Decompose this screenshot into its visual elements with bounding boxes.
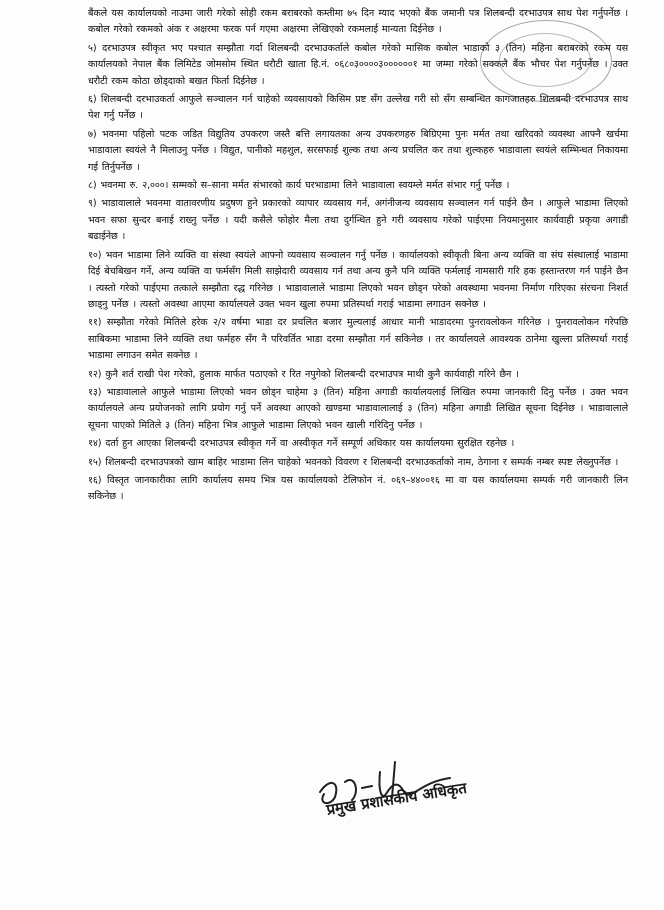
- paragraph-15-envelope: १५) शिलबन्दी दरभाउपत्रको खाम बाहिर भाडामा लिन चाहेको भवनको विवरण र शिलबन्दी दरभाउकर्ताको नाम, ठेगाना र सम्पर्क नम्बर स्पष्ट लेख्नुपर्नेछ ।: [88, 456, 619, 468]
- paragraph-6-business-type: ६) शिलबन्दी दरभाउकर्ता आफुले सञ्चालन गर्न चाहेको व्यवसायको किसिम प्रष्ट सँग उल्लेख गरी सो सँग सम्बन्धित कागजातहरु शिलबन्दी दरभाउपत्र साथ पेश गर्नु पर्नेछ ।: [88, 94, 628, 122]
- paragraph-12-conditions: १२) कुनै शर्त राखी पेश गरेको, हुलाक मार्फत पठाएको र रित नपुगेको शिलबन्दी दरभाउपत्र माथी कुनै कार्यवाही गरिने छैन ।: [88, 368, 519, 380]
- notice-body: [88, 6, 628, 508]
- paragraph-14-authority: १४) दर्ता हुन आएका शिलबन्दी दरभाउपत्र स्वीकृत गर्ने वा अस्वीकृत गर्ने सम्पूर्ण अधिकार यस कार्यालयमा सुरक्षित रहनेछ ।: [88, 438, 515, 450]
- paragraph-9-pollution: ९) भाडावालाले भवनमा वातावरणीय प्रदुषण हुने प्रकारको व्यापार व्यवसाय गर्न, अगंनीजन्य व्यवसाय सञ्चालन गर्न पाईने छैन । आफुले भाडामा लिएको भवन सफा सुन्दर बनाई राख्नु पर्नेछ । यदी कसैले फोहोर मैला तथा दुर्गन्धित हुने गरी व्यवसाय गरेको पाईएमा नियमानुसार कार्यवाही प्रकृया अगाडी बढाईनेछ ।: [88, 198, 628, 243]
- paragraph-8-minor-repairs: ८) भवनमा रु. २,०००। सम्मको स–साना मर्मत संभारको कार्य घरभाडामा लिने भाडावाला स्वयम्ले मर्मत संभार गर्नु पर्नेछ ।: [88, 180, 510, 192]
- paragraph-10-subletting: १०) भवन भाडामा लिने व्यक्ति वा संस्था स्वयंले आफ्नो व्यवसाय सञ्चालन गर्नु पर्नेछ । कार्यालयको स्वीकृती बिना अन्य व्यक्ति वा संघ संस्थालाई भाडामा दिई बेचबिखन गर्ने, अन्य व्यक्ति वा फर्मसँग मिली साझेदारी व्यवसाय गर्न तथा अन्य कुनै पनि व्यक्ति फर्मलाई नामसारी गरि हक हस्तान्तरण गर्न पाईने छैन । त्यस्तो गरेको पाईएमा तत्काले सम्झौता रद्ध गरिनेछ । भाडावालाले भाडामा लिएको भवन छोड्न परेको अवस्थामा भवनमा निर्माण गरिएका संरचना निशर्त छाड्नु पर्नेछ । त्यस्तो अवस्था आएमा कार्यालयले उक्त भवन खुला रुपमा प्रतिस्पर्धा गराई भाडामा लगाउन सक्नेछ ।: [88, 249, 628, 310]
- paragraph-5-deposit: ५) दरभाउपत्र स्वीकृत भए पश्चात सम्झौता गर्दा शिलबन्दी दरभाउकर्ताले कबोल गरेको मासिक कबोल भाडाको ३ (तिन) महिना बराबरको रकम यस कार्यालयको नेपाल बैंक लिमिटेड जोमसोम स्थित धरौटी खाता हि.नं. ०६८०३००००३००००००१ मा जम्मा गरेको सक्कलै बैंक भौचर पेश गर्नुपर्नेछ । उक्त धरौटी रकम कोठा छोड्दाको बखत फिर्ता दिईनेछ ।: [88, 42, 628, 87]
- paragraph-7-electrical-equipment: ७) भवनमा पहिलो पटक जडित विद्युतिय उपकरण जस्तै बत्ति लगायतका अन्य उपकरणहरु बिग्रिएमा पुनः मर्मत तथा खरिदको व्यवस्था आफ्नै खर्चमा भाडावाला स्वयंले नै मिलाउनु पर्नेछ । विद्युत, पानीको महशुल, सरसफाई शुल्क तथा अन्य प्रचलित कर तथा शुल्कहरु भाडावाला स्वयंले सम्भिन्धत निकायमा गई तिर्नुपर्नेछ ।: [88, 128, 628, 173]
- paragraph-16-contact: १६) विस्तृत जानकारीका लागि कार्यालय समय भित्र यस कार्यालयको टेलिफोन नं. ०६९–४४००१६ मा वा यस कार्यालयमा सम्पर्क गरी जानकारी लिन सकिनेछ ।: [88, 474, 628, 503]
- signatory-designation: प्रमुख प्रशासकीय अधिकृत: [325, 778, 468, 819]
- paragraph-13-notice-period: १३) भाडावालाले आफुले भाडामा लिएको भवन छोड्न चाहेमा ३ (तिन) महिना अगाडी कार्यालयलाई लिखित रुपमा जानकारी दिनु पर्नेछ । उक्त भवन कार्यालयले अन्य प्रयोजनको लागि प्रयोग गर्नु पर्ने अवस्था आएको खण्डमा भाडावालालाई ३ (तिन) महिना अगाडी लिखित सूचना दिईनेछ । भाडावालाले सूचना पाएको मितिले ३ (तिन) महिना भित्र आफुले भाडामा लिएको भवन खाली गरिदिनु पर्नेछ ।: [88, 386, 628, 431]
- paragraph-bank-guarantee: बैंकले यस कार्यालयको नाउमा जारी गरेको सोही रकम बराबरको कम्तीमा ७५ दिन म्याद भएको बैंक जमानी पत्र शिलबन्दी दरभाउपत्र साथ पेश गर्नुपर्नेछ । कबोल गरेको रकमको अंक र अक्षरमा फरक पर्न गएमा अक्षरमा लेखिएको रकमलाई मान्यता दिईनेछ ।: [88, 8, 628, 36]
- paragraph-11-rent-review: ११) सम्झौता गरेको मितिले हरेक २/२ वर्षमा भाडा दर प्रचलित बजार मुल्यलाई आधार मानी भाडादरमा पुनरावलोकन गरिनेछ । पुनरावलोकन गरेपछि साबिकमा भाडामा लिने व्यक्ति तथा फर्महरु सँग नै परिवर्तित भाडा दरमा सम्झौता गर्न सकिनेछ । तर कार्यालयले आवश्यक ठानेमा खुल्ला प्रतिस्पर्धा गराई भाडामा लगाउन समेत सक्नेछ ।: [88, 317, 628, 362]
